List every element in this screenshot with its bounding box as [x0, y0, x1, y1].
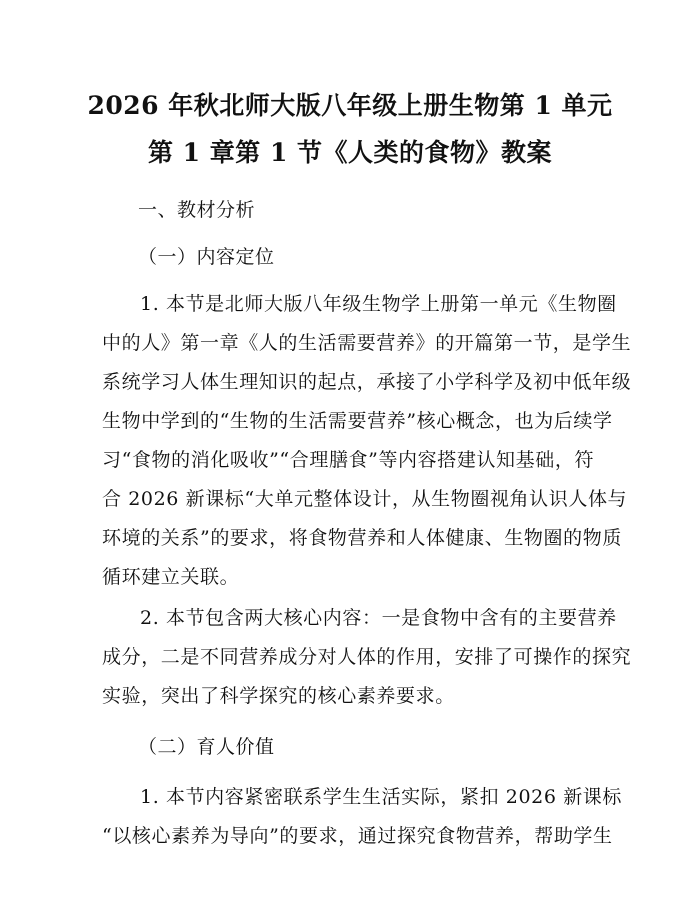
paragraph-line: “以核心素养为导向”的要求，通过探究食物营养，帮助学生	[102, 825, 613, 847]
paragraph-line: 习“食物的消化吸收”“合理膳食”等内容搭建认知基础，符	[102, 449, 595, 471]
paragraph-line: 循环建立关联。	[102, 566, 240, 588]
subsection-heading-content-positioning: （一）内容定位	[138, 246, 275, 268]
section-heading-teaching-material-analysis: 一、教材分析	[138, 199, 256, 221]
document-title-line-1: 2026 年秋北师大版八年级上册生物第 1 单元	[87, 91, 613, 120]
paragraph-line: 环境的关系”的要求，将食物营养和人体健康、生物圈的物质	[102, 527, 622, 549]
document-title-line-2: 第 1 章第 1 节《人类的食物》教案	[147, 138, 553, 167]
paragraph-line: 实验，突出了科学探究的核心素养要求。	[102, 685, 455, 707]
paragraph-line: 成分，二是不同营养成分对人体的作用，安排了可操作的探究	[102, 646, 632, 668]
paragraph-line: 系统学习人体生理知识的起点，承接了小学科学及初中低年级	[102, 371, 632, 393]
paragraph-line: 中的人》第一章《人的生活需要营养》的开篇第一节，是学生	[102, 332, 632, 354]
paragraph-line: 1. 本节是北师大版八年级生物学上册第一单元《生物圈	[140, 293, 617, 315]
paragraph-line: 生物中学到的“生物的生活需要营养”核心概念，也为后续学	[102, 410, 613, 432]
subsection-heading-educational-value: （二）育人价值	[138, 736, 275, 758]
paragraph-line: 2. 本节包含两大核心内容：一是食物中含有的主要营养	[140, 607, 617, 629]
paragraph-line: 合 2026 新课标“大单元整体设计，从生物圈视角认识人体与	[102, 488, 628, 510]
paragraph-line: 1. 本节内容紧密联系学生生活实际，紧扣 2026 新课标	[140, 786, 623, 808]
